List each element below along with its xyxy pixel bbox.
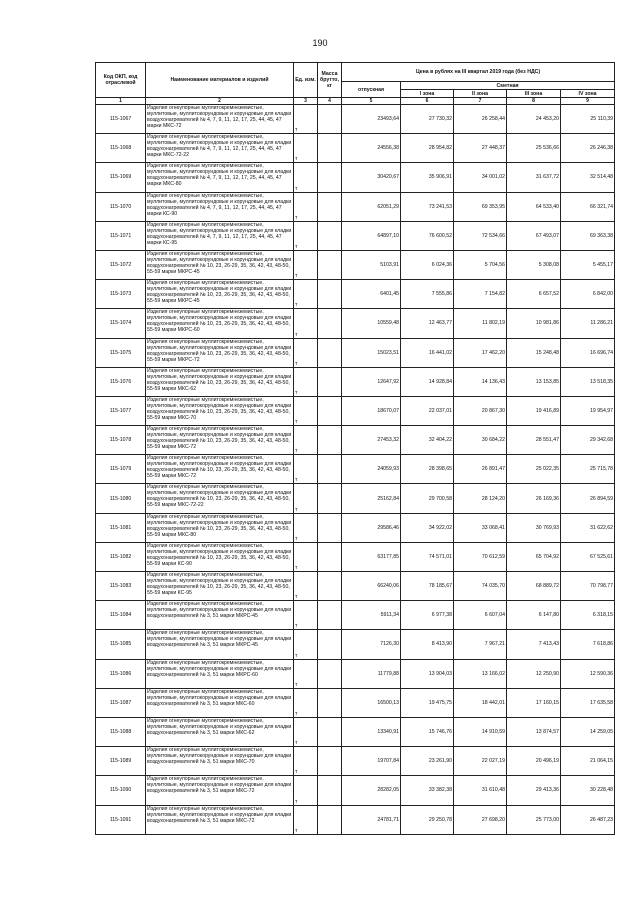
row-name: Изделия огнеупорные муллитокремнеземистые, муллитовые, муллитокорундовые и корундовые для кладки воздухонагревателей № 3, 51 марки МКС-72 [146, 805, 294, 834]
table-row [96, 221, 615, 250]
row-zone2-price: 17 462,20 [454, 338, 507, 367]
row-zone4-price: 67 525,61 [561, 542, 615, 571]
row-unit: т [294, 134, 318, 163]
row-zone1-price: 12 463,77 [401, 309, 454, 338]
row-zone1-price: 23 261,90 [401, 747, 454, 776]
table-row [96, 542, 615, 571]
row-zone2-price: 74 035,70 [454, 572, 507, 601]
row-release-price: 13340,91 [342, 717, 401, 746]
row-unit: т [294, 513, 318, 542]
table-row [96, 105, 615, 134]
row-zone3-price: 5 308,08 [507, 250, 561, 279]
row-name: Изделия огнеупорные муллитокремнеземистые, муллитовые, муллитокорундовые и корундовые для кладки воздухонагревателей № 10, 23, 26-29, 35, 36, 42, 43, 48-50, 55-59 марки МКС-72-22 [146, 484, 294, 513]
row-mass [318, 747, 342, 776]
row-zone4-price: 6 318,15 [561, 601, 615, 630]
row-zone2-price: 14 136,43 [454, 367, 507, 396]
row-zone4-price: 29 342,68 [561, 426, 615, 455]
table-row [96, 192, 615, 221]
row-code: 115-1072 [96, 250, 146, 279]
row-zone1-price: 6 977,38 [401, 601, 454, 630]
row-zone4-price: 5 455,17 [561, 250, 615, 279]
row-zone1-price: 74 571,01 [401, 542, 454, 571]
row-unit: т [294, 163, 318, 192]
column-number: 1 [96, 98, 146, 105]
row-zone4-price: 17 635,58 [561, 688, 615, 717]
row-zone4-price: 25 110,39 [561, 105, 615, 134]
row-mass [318, 572, 342, 601]
row-zone1-price: 8 413,90 [401, 630, 454, 659]
row-zone1-price: 73 241,53 [401, 192, 454, 221]
row-name: Изделия огнеупорные муллитокремнеземистые, муллитовые, муллитокорундовые и корундовые для кладки воздухонагревателей № 3, 51 марки МКС-70 [146, 747, 294, 776]
row-zone4-price: 69 363,38 [561, 221, 615, 250]
row-mass [318, 542, 342, 571]
row-zone4-price: 26 487,23 [561, 805, 615, 834]
row-zone4-price: 25 715,78 [561, 455, 615, 484]
row-code: 115-1091 [96, 805, 146, 834]
row-zone1-price: 7 555,86 [401, 280, 454, 309]
row-zone1-price: 35 906,91 [401, 163, 454, 192]
row-zone1-price: 22 037,01 [401, 396, 454, 425]
row-zone1-price: 6 024,36 [401, 250, 454, 279]
row-name: Изделия огнеупорные муллитокремнеземистые, муллитовые, муллитокорундовые и корундовые для кладки воздухонагревателей № 10, 23, 26-29, 35, 36, 42, 43, 48-50, 55-59 марки МКС-70 [146, 396, 294, 425]
row-name: Изделия огнеупорные муллитокремнеземистые, муллитовые, муллитокорундовые и корундовые для кладки воздухонагревателей № 10, 23, 26-29, 35, 36, 42, 43, 48-50, 55-59 марки МКРС-45 [146, 250, 294, 279]
row-zone2-price: 70 612,59 [454, 542, 507, 571]
column-number: 2 [146, 98, 294, 105]
row-zone2-price: 26 258,44 [454, 105, 507, 134]
row-release-price: 62051,29 [342, 192, 401, 221]
row-unit: т [294, 455, 318, 484]
row-unit: т [294, 776, 318, 805]
row-zone3-price: 64 533,40 [507, 192, 561, 221]
row-zone3-price: 25 022,35 [507, 455, 561, 484]
table-row [96, 601, 615, 630]
row-mass [318, 717, 342, 746]
row-zone4-price: 66 321,74 [561, 192, 615, 221]
column-number: 7 [454, 98, 507, 105]
header-zone1: I зона [401, 90, 454, 98]
row-zone2-price: 34 001,02 [454, 163, 507, 192]
row-code: 115-1068 [96, 134, 146, 163]
row-release-price: 63177,85 [342, 542, 401, 571]
row-zone2-price: 30 684,22 [454, 426, 507, 455]
row-zone1-price: 14 928,84 [401, 367, 454, 396]
row-name: Изделия огнеупорные муллитокремнеземистые, муллитовые, муллитокорундовые и корундовые для кладки воздухонагревателей № 10, 23, 26-29, 35, 36, 42, 43, 48-50, 55-59 марки МКРС-45 [146, 280, 294, 309]
row-release-price: 24556,38 [342, 134, 401, 163]
row-code: 115-1086 [96, 659, 146, 688]
row-release-price: 27453,32 [342, 426, 401, 455]
row-name: Изделия огнеупорные муллитокремнеземистые, муллитовые, муллитокорундовые и корундовые для кладки воздухонагревателей № 4, 7, 9, 11, 12, 17, 25, 44, 45, 47 марки МКС-72 [146, 105, 294, 134]
row-mass [318, 455, 342, 484]
table-row [96, 513, 615, 542]
row-zone2-price: 26 891,47 [454, 455, 507, 484]
row-zone3-price: 65 704,92 [507, 542, 561, 571]
row-zone3-price: 13 874,57 [507, 717, 561, 746]
row-zone4-price: 26 894,59 [561, 484, 615, 513]
row-name: Изделия огнеупорные муллитокремнеземистые, муллитовые, муллитокорундовые и корундовые для кладки воздухонагревателей № 10, 23, 26-29, 35, 36, 42, 43, 48-50, 55-59 марки МКС-72 [146, 455, 294, 484]
row-zone3-price: 29 413,36 [507, 776, 561, 805]
row-code: 115-1088 [96, 717, 146, 746]
column-number: 3 [294, 98, 318, 105]
row-zone2-price: 31 610,48 [454, 776, 507, 805]
table-row [96, 367, 615, 396]
row-zone2-price: 7 154,82 [454, 280, 507, 309]
row-zone3-price: 68 889,72 [507, 572, 561, 601]
row-zone1-price: 28 954,82 [401, 134, 454, 163]
row-zone3-price: 12 250,90 [507, 659, 561, 688]
row-mass [318, 601, 342, 630]
row-code: 115-1078 [96, 426, 146, 455]
row-zone3-price: 25 773,00 [507, 805, 561, 834]
header-price-group: Цена в рублях на III квартал 2019 года (без НДС) [342, 63, 615, 82]
header-unit: Ед. изм. [294, 63, 318, 98]
header-zone2: II зона [454, 90, 507, 98]
row-zone2-price: 7 967,21 [454, 630, 507, 659]
row-zone3-price: 28 551,47 [507, 426, 561, 455]
row-mass [318, 805, 342, 834]
row-zone2-price: 6 607,04 [454, 601, 507, 630]
row-code: 115-1080 [96, 484, 146, 513]
table-row [96, 805, 615, 834]
header-zone3: III зона [507, 90, 561, 98]
column-number: 4 [318, 98, 342, 105]
row-mass [318, 630, 342, 659]
row-code: 115-1070 [96, 192, 146, 221]
row-code: 115-1082 [96, 542, 146, 571]
row-zone3-price: 19 416,89 [507, 396, 561, 425]
row-zone2-price: 27 698,20 [454, 805, 507, 834]
row-zone1-price: 29 250,78 [401, 805, 454, 834]
row-code: 115-1081 [96, 513, 146, 542]
row-zone3-price: 24 453,20 [507, 105, 561, 134]
row-name: Изделия огнеупорные муллитокремнеземистые, муллитовые, муллитокорундовые и корундовые для кладки воздухонагревателей № 10, 23, 26-29, 35, 36, 42, 43, 48-50, 55-59 марки КС-90 [146, 542, 294, 571]
row-code: 115-1087 [96, 688, 146, 717]
row-zone3-price: 15 248,48 [507, 338, 561, 367]
row-release-price: 15023,51 [342, 338, 401, 367]
table-row [96, 338, 615, 367]
row-unit: т [294, 542, 318, 571]
row-zone1-price: 78 185,67 [401, 572, 454, 601]
row-unit: т [294, 105, 318, 134]
row-zone4-price: 21 064,15 [561, 747, 615, 776]
row-zone4-price: 7 618,86 [561, 630, 615, 659]
row-zone2-price: 13 166,02 [454, 659, 507, 688]
row-unit: т [294, 426, 318, 455]
row-zone3-price: 26 169,36 [507, 484, 561, 513]
row-unit: т [294, 805, 318, 834]
row-zone4-price: 70 798,77 [561, 572, 615, 601]
row-name: Изделия огнеупорные муллитокремнеземистые, муллитовые, муллитокорундовые и корундовые для кладки воздухонагревателей № 10, 23, 26-29, 35, 36, 42, 43, 48-50, 55-59 марки КС-95 [146, 572, 294, 601]
row-zone1-price: 16 441,02 [401, 338, 454, 367]
column-number: 9 [561, 98, 615, 105]
row-unit: т [294, 601, 318, 630]
table-row [96, 659, 615, 688]
table-row [96, 688, 615, 717]
row-mass [318, 513, 342, 542]
row-zone2-price: 18 442,01 [454, 688, 507, 717]
table-row [96, 776, 615, 805]
row-release-price: 12647,92 [342, 367, 401, 396]
row-code: 115-1076 [96, 367, 146, 396]
row-zone4-price: 31 622,62 [561, 513, 615, 542]
row-name: Изделия огнеупорные муллитокремнеземистые, муллитовые, муллитокорундовые и корундовые для кладки воздухонагревателей № 4, 7, 9, 11, 12, 17, 25, 44, 45, 47 марки МКС-80 [146, 163, 294, 192]
row-name: Изделия огнеупорные муллитокремнеземистые, муллитовые, муллитокорундовые и корундовые для кладки воздухонагревателей № 10, 23, 26-29, 35, 36, 42, 43, 48-50, 55-59 марки МКС-62 [146, 367, 294, 396]
row-zone3-price: 6 657,52 [507, 280, 561, 309]
column-number: 6 [401, 98, 454, 105]
row-unit: т [294, 630, 318, 659]
row-release-price: 25162,84 [342, 484, 401, 513]
table-row [96, 163, 615, 192]
row-zone1-price: 33 382,38 [401, 776, 454, 805]
row-release-price: 10559,48 [342, 309, 401, 338]
row-zone3-price: 30 769,93 [507, 513, 561, 542]
row-zone4-price: 16 696,74 [561, 338, 615, 367]
row-release-price: 64897,10 [342, 221, 401, 250]
row-zone1-price: 29 700,58 [401, 484, 454, 513]
row-mass [318, 134, 342, 163]
row-zone2-price: 14 910,59 [454, 717, 507, 746]
row-unit: т [294, 659, 318, 688]
row-release-price: 19707,84 [342, 747, 401, 776]
row-zone4-price: 14 259,05 [561, 717, 615, 746]
row-release-price: 30420,67 [342, 163, 401, 192]
row-zone2-price: 22 027,19 [454, 747, 507, 776]
header-code: Код ОКП, код отраслевой [96, 63, 146, 98]
table-row [96, 134, 615, 163]
row-mass [318, 221, 342, 250]
row-zone3-price: 13 153,85 [507, 367, 561, 396]
row-zone3-price: 7 413,43 [507, 630, 561, 659]
row-zone1-price: 34 922,02 [401, 513, 454, 542]
table-row [96, 717, 615, 746]
row-zone4-price: 30 228,48 [561, 776, 615, 805]
row-zone4-price: 19 954,97 [561, 396, 615, 425]
row-unit: т [294, 396, 318, 425]
table-row [96, 309, 615, 338]
row-unit: т [294, 280, 318, 309]
row-zone2-price: 5 704,56 [454, 250, 507, 279]
row-mass [318, 338, 342, 367]
price-table [95, 62, 615, 835]
row-name: Изделия огнеупорные муллитокремнеземистые, муллитовые, муллитокорундовые и корундовые для кладки воздухонагревателей № 10, 23, 26-29, 35, 36, 42, 43, 48-50, 55-59 марки МКС-72 [146, 426, 294, 455]
row-code: 115-1084 [96, 601, 146, 630]
table-row [96, 484, 615, 513]
row-zone3-price: 17 160,15 [507, 688, 561, 717]
row-zone2-price: 72 534,66 [454, 221, 507, 250]
row-unit: т [294, 309, 318, 338]
row-release-price: 24059,93 [342, 455, 401, 484]
row-release-price: 6401,45 [342, 280, 401, 309]
row-zone3-price: 20 496,19 [507, 747, 561, 776]
row-code: 115-1083 [96, 572, 146, 601]
row-zone2-price: 27 448,37 [454, 134, 507, 163]
header-estimate: Сметная [401, 82, 615, 90]
row-zone1-price: 76 600,52 [401, 221, 454, 250]
table-body [96, 105, 615, 835]
row-zone2-price: 20 867,30 [454, 396, 507, 425]
row-code: 115-1073 [96, 280, 146, 309]
row-code: 115-1079 [96, 455, 146, 484]
row-mass [318, 309, 342, 338]
row-unit: т [294, 250, 318, 279]
row-release-price: 28282,05 [342, 776, 401, 805]
row-unit: т [294, 367, 318, 396]
row-release-price: 18670,07 [342, 396, 401, 425]
row-mass [318, 484, 342, 513]
row-release-price: 23493,64 [342, 105, 401, 134]
row-mass [318, 192, 342, 221]
column-number: 8 [507, 98, 561, 105]
row-zone4-price: 12 590,36 [561, 659, 615, 688]
row-zone2-price: 28 124,20 [454, 484, 507, 513]
row-code: 115-1075 [96, 338, 146, 367]
row-zone4-price: 11 286,21 [561, 309, 615, 338]
row-release-price: 24781,71 [342, 805, 401, 834]
row-release-price: 66240,06 [342, 572, 401, 601]
row-release-price: 7126,30 [342, 630, 401, 659]
row-zone3-price: 6 147,80 [507, 601, 561, 630]
row-unit: т [294, 192, 318, 221]
row-zone1-price: 19 475,75 [401, 688, 454, 717]
page-number: 190 [312, 38, 328, 48]
row-zone2-price: 11 802,19 [454, 309, 507, 338]
row-zone4-price: 6 842,00 [561, 280, 615, 309]
row-name: Изделия огнеупорные муллитокремнеземистые, муллитовые, муллитокорундовые и корундовые для кладки воздухонагревателей № 3, 51 марки МКС-62 [146, 717, 294, 746]
row-zone3-price: 25 536,66 [507, 134, 561, 163]
row-name: Изделия огнеупорные муллитокремнеземистые, муллитовые, муллитокорундовые и корундовые для кладки воздухонагревателей № 10, 23, 26-29, 35, 36, 42, 43, 48-50, 55-59 марки МКРС-60 [146, 309, 294, 338]
row-zone1-price: 28 398,65 [401, 455, 454, 484]
row-mass [318, 163, 342, 192]
row-name: Изделия огнеупорные муллитокремнеземистые, муллитовые, муллитокорундовые и корундовые для кладки воздухонагревателей № 10, 23, 26-29, 35, 36, 42, 43, 48-50, 55-59 марки МКС-80 [146, 513, 294, 542]
row-code: 115-1077 [96, 396, 146, 425]
table-row [96, 747, 615, 776]
row-mass [318, 426, 342, 455]
row-unit: т [294, 572, 318, 601]
row-release-price: 5103,91 [342, 250, 401, 279]
row-release-price: 5911,34 [342, 601, 401, 630]
table-row [96, 455, 615, 484]
table-row [96, 572, 615, 601]
row-unit: т [294, 484, 318, 513]
header-mass: Масса брутто, кг [318, 63, 342, 98]
row-zone1-price: 15 746,76 [401, 717, 454, 746]
row-code: 115-1067 [96, 105, 146, 134]
row-name: Изделия огнеупорные муллитокремнеземистые, муллитовые, муллитокорундовые и корундовые для кладки воздухонагревателей № 3, 51 марки МКС-60 [146, 688, 294, 717]
table-row [96, 426, 615, 455]
table-row [96, 396, 615, 425]
row-mass [318, 659, 342, 688]
row-zone4-price: 26 246,38 [561, 134, 615, 163]
row-mass [318, 776, 342, 805]
row-mass [318, 250, 342, 279]
row-code: 115-1071 [96, 221, 146, 250]
row-zone1-price: 27 730,32 [401, 105, 454, 134]
column-number: 5 [342, 98, 401, 105]
row-code: 115-1090 [96, 776, 146, 805]
row-zone1-price: 13 904,03 [401, 659, 454, 688]
row-name: Изделия огнеупорные муллитокремнеземистые, муллитовые, муллитокорундовые и корундовые для кладки воздухонагревателей № 10, 23, 26-29, 35, 36, 42, 43, 48-50, 55-59 марки МКРС-72 [146, 338, 294, 367]
row-code: 115-1069 [96, 163, 146, 192]
row-name: Изделия огнеупорные муллитокремнеземистые, муллитовые, муллитокорундовые и корундовые для кладки воздухонагревателей № 4, 7, 9, 11, 12, 17, 25, 44, 45, 47 марки МКС-72-22 [146, 134, 294, 163]
row-zone1-price: 32 404,22 [401, 426, 454, 455]
row-unit: т [294, 747, 318, 776]
row-name: Изделия огнеупорные муллитокремнеземистые, муллитовые, муллитокорундовые и корундовые для кладки воздухонагревателей № 3, 51 марки МКРС-45 [146, 630, 294, 659]
table-row [96, 250, 615, 279]
row-zone4-price: 13 518,35 [561, 367, 615, 396]
row-name: Изделия огнеупорные муллитокремнеземистые, муллитовые, муллитокорундовые и корундовые для кладки воздухонагревателей № 4, 7, 9, 11, 12, 17, 25, 44, 45, 47 марки КС-90 [146, 192, 294, 221]
row-release-price: 11779,88 [342, 659, 401, 688]
row-mass [318, 367, 342, 396]
header-zone4: IV зона [561, 90, 615, 98]
row-unit: т [294, 717, 318, 746]
row-mass [318, 688, 342, 717]
row-code: 115-1074 [96, 309, 146, 338]
row-unit: т [294, 688, 318, 717]
row-mass [318, 280, 342, 309]
row-zone2-price: 69 353,95 [454, 192, 507, 221]
row-zone2-price: 33 068,41 [454, 513, 507, 542]
row-unit: т [294, 338, 318, 367]
row-zone3-price: 31 637,72 [507, 163, 561, 192]
row-zone4-price: 32 514,48 [561, 163, 615, 192]
row-name: Изделия огнеупорные муллитокремнеземистые, муллитовые, муллитокорундовые и корундовые для кладки воздухонагревателей № 4, 7, 9, 11, 12, 17, 25, 44, 45, 47 марки КС-95 [146, 221, 294, 250]
row-release-price: 16500,13 [342, 688, 401, 717]
row-mass [318, 396, 342, 425]
row-unit: т [294, 221, 318, 250]
row-name: Изделия огнеупорные муллитокремнеземистые, муллитовые, муллитокорундовые и корундовые для кладки воздухонагревателей № 3, 51 марки МКС-72 [146, 776, 294, 805]
table-row [96, 630, 615, 659]
row-zone3-price: 10 981,86 [507, 309, 561, 338]
row-code: 115-1089 [96, 747, 146, 776]
row-name: Изделия огнеупорные муллитокремнеземистые, муллитовые, муллитокорундовые и корундовые для кладки воздухонагревателей № 3, 51 марки МКРС-45 [146, 601, 294, 630]
row-zone3-price: 67 493,07 [507, 221, 561, 250]
row-mass [318, 105, 342, 134]
header-release: отпускная [342, 82, 401, 98]
header-name: Наименование материалов и изделий [146, 63, 294, 98]
row-name: Изделия огнеупорные муллитокремнеземистые, муллитовые, муллитокорундовые и корундовые для кладки воздухонагревателей № 3, 51 марки МКРС-60 [146, 659, 294, 688]
table-row [96, 280, 615, 309]
row-code: 115-1085 [96, 630, 146, 659]
row-release-price: 29586,46 [342, 513, 401, 542]
